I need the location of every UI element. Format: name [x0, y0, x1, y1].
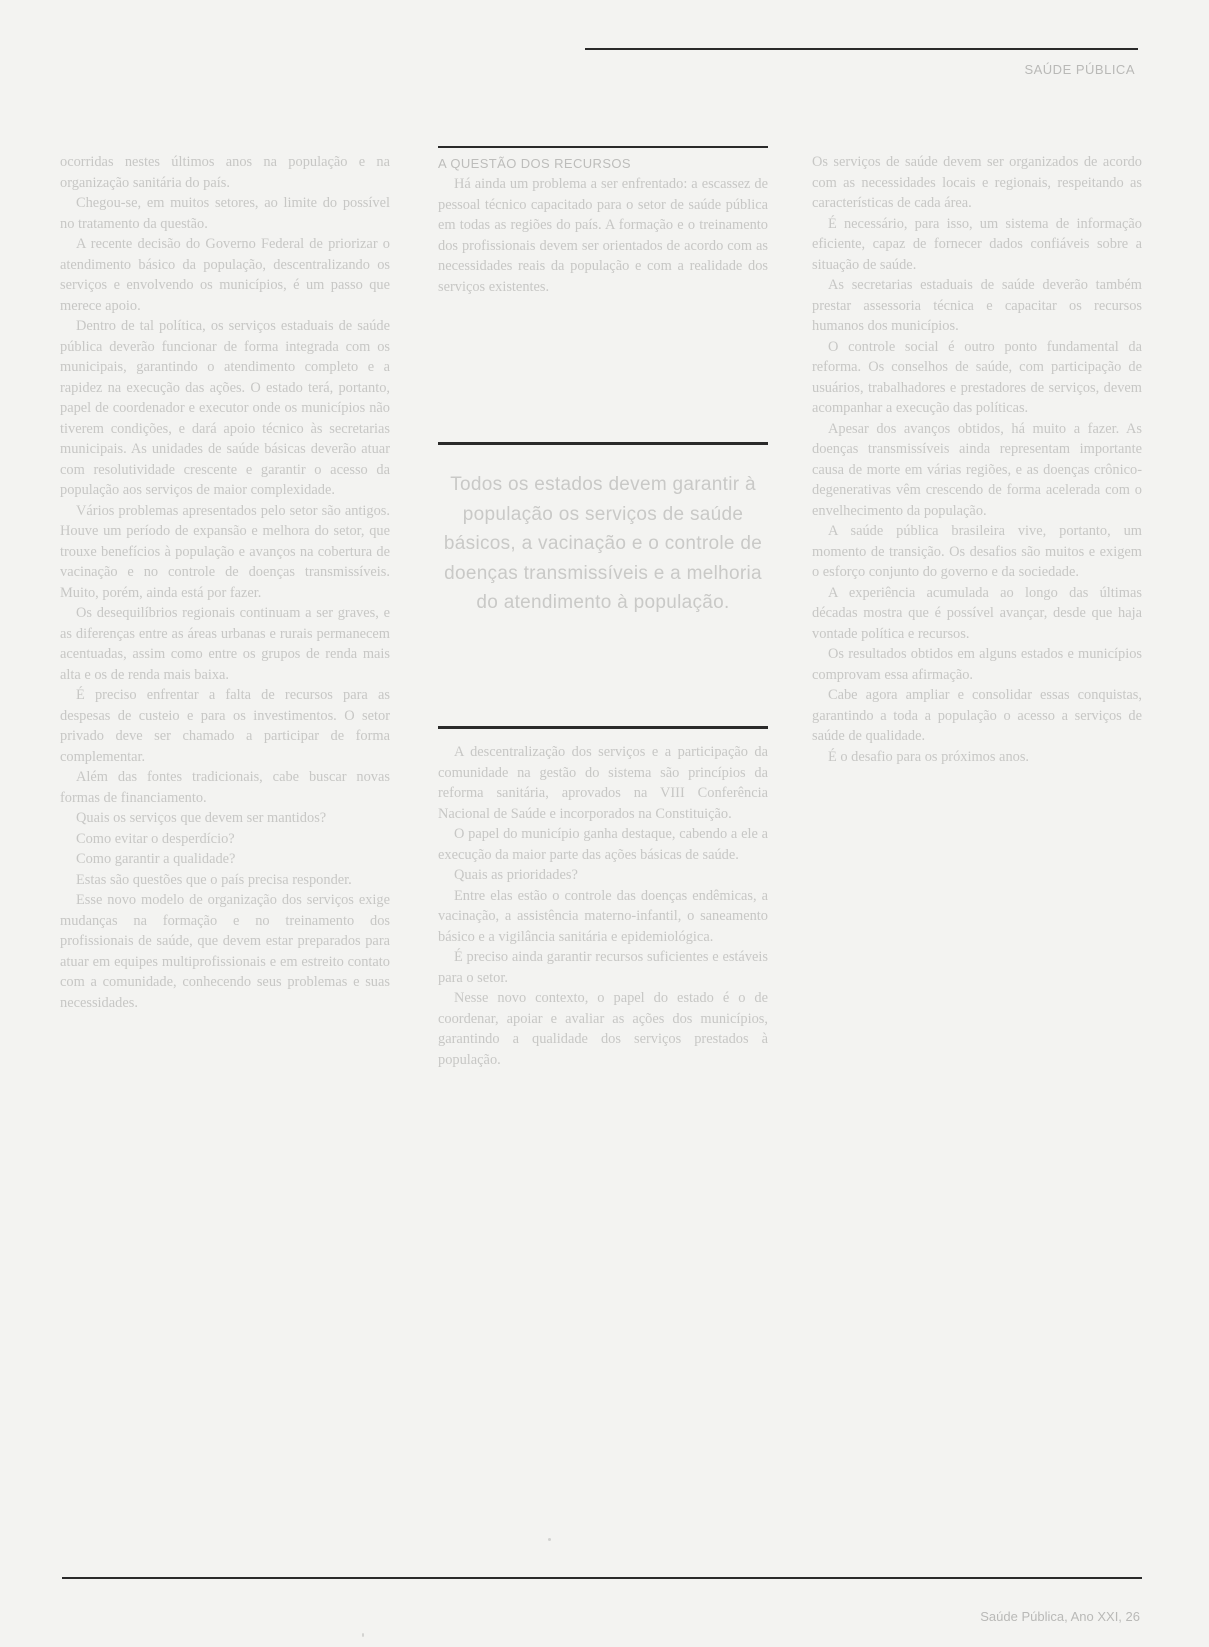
paragraph: É preciso enfrentar a falta de recursos para as despesas de custeio e para os investimentos. O setor privado deve ser chamado a participar de forma complementar. — [60, 687, 390, 765]
paragraph: Vários problemas apresentados pelo setor são antigos. Houve um período de expansão e melhora do setor, que trouxe benefícios à população e avanços na cobertura de vacinação e no controle de doenças transmissíveis. Muito, porém, ainda está por fazer. — [60, 502, 390, 601]
pull-quote: Todos os estados devem garantir à população os serviços de saúde básicos, a vacinação e o controle de doenças transmissíveis e a melhoria do atendimento à população. — [443, 474, 763, 613]
paragraph: Os resultados obtidos em alguns estados e municípios comprovam essa afirmação. — [812, 646, 1142, 683]
paragraph: Além das fontes tradicionais, cabe buscar novas formas de financiamento. — [60, 769, 390, 806]
paragraph: O papel do município ganha destaque, cabendo a ele a execução da maior parte das ações básicas de saúde. — [438, 826, 768, 863]
paragraph: Dentro de tal política, os serviços estaduais de saúde pública deverão funcionar de forma integrada com os municipais, garantindo o atendimento completo e a rapidez na execução das ações. O estado terá, portanto, papel de coordenador e executor onde os municípios não tiverem condições, e dará apoio técnico às secretarias municipais. As unidades de saúde básicas deverão atuar com resolutividade crescente e garantir o acesso da população aos serviços de maior complexidade. — [60, 318, 390, 498]
scan-speck — [548, 1538, 551, 1541]
paragraph: Estas são questões que o país precisa responder. — [76, 871, 352, 888]
paragraph: Como garantir a qualidade? — [76, 851, 236, 867]
paragraph: Cabe agora ampliar e consolidar essas conquistas, garantindo a toda a população o acesso a serviços de saúde de qualidade. — [812, 687, 1142, 744]
running-head: SAÚDE PÚBLICA — [1024, 62, 1135, 77]
paragraph: Apesar dos avanços obtidos, há muito a fazer. As doenças transmissíveis ainda representam importante causa de morte em várias regiões, e as doenças crônico-degenerativas vêm crescendo de forma acelerada com o envelhecimento da população. — [812, 420, 1142, 519]
paragraph: As secretarias estaduais de saúde deverão também prestar assessoria técnica e capacitar os recursos humanos dos municípios. — [812, 277, 1142, 334]
paragraph: A recente decisão do Governo Federal de priorizar o atendimento básico da população, descentralizando os serviços e envolvendo os municípios, é um passo que merece apoio. — [60, 236, 390, 314]
paragraph: Nesse novo contexto, o papel do estado é o de coordenar, apoiar e avaliar as ações dos municípios, garantindo a qualidade dos serviços prestados à população. — [438, 990, 768, 1068]
paragraph: Esse novo modelo de organização dos serviços exige mudanças na formação e no treinamento dos profissionais de saúde, que devem estar preparados para atuar em equipes multiprofissionais e em estreito contato com a comunidade, conhecendo seus problemas e suas necessidades. — [60, 892, 390, 1011]
middle-column-bottom — [438, 742, 768, 1517]
folio: Saúde Pública, Ano XXI, 26 — [980, 1609, 1140, 1624]
paragraph: Os desequilíbrios regionais continuam a ser graves, e as diferenças entre as áreas urbanas e rurais permanecem acentuadas, assim como entre os grupos de renda mais alta e os de renda mais baixa. — [60, 605, 390, 683]
paragraph: A descentralização dos serviços e a participação da comunidade na gestão do sistema são princípios da reforma sanitária, aprovados na VIII Conferência Nacional de Saúde e incorporados na Constituição. — [438, 744, 768, 822]
middle-column-top — [438, 156, 768, 411]
paragraph: É necessário, para isso, um sistema de informação eficiente, capaz de fornecer dados confiáveis sobre a situação de saúde. — [812, 215, 1142, 273]
paragraph: A saúde pública brasileira vive, portanto, um momento de transição. Os desafios são muitos e exigem o esforço conjunto do governo e da sociedade. — [812, 523, 1142, 580]
section-title: A QUESTÃO DOS RECURSOS — [438, 156, 632, 171]
paragraph: Entre elas estão o controle das doenças endêmicas, a vacinação, a assistência materno-infantil, o saneamento básico e a vigilância sanitária e epidemiológica. — [438, 887, 768, 945]
paragraph: É o desafio para os próximos anos. — [828, 748, 1030, 765]
left-column — [60, 152, 390, 1517]
paragraph: O controle social é outro ponto fundamental da reforma. Os conselhos de saúde, com participação de usuários, trabalhadores e prestadores de serviços, devem acompanhar a execução das políticas. — [812, 338, 1142, 416]
paragraph: Quais os serviços que devem ser mantidos? — [76, 810, 327, 826]
pull-quote-bottom-rule — [438, 726, 768, 729]
paragraph: Chegou-se, em muitos setores, ao limite do possível no tratamento da questão. — [60, 195, 390, 232]
paragraph: Os serviços de saúde devem ser organizados de acordo com as necessidades locais e regionais, respeitando as características de cada área. — [812, 154, 1142, 211]
paragraph: É preciso ainda garantir recursos suficientes e estáveis para o setor. — [438, 949, 768, 986]
paragraph: Quais as prioridades? — [454, 867, 578, 883]
scan-speck — [362, 1633, 364, 1637]
paragraph: Há ainda um problema a ser enfrentado: a escassez de pessoal técnico capacitado para o setor de saúde pública em todas as regiões do país. A formação e o treinamento dos profissionais devem ser orientados de acordo com as necessidades reais da população e com a realidade dos serviços existentes. — [438, 176, 768, 295]
paragraph: Como evitar o desperdício? — [76, 830, 235, 847]
middle-top-rule — [438, 146, 768, 148]
right-column — [812, 152, 1142, 1517]
paragraph: ocorridas nestes últimos anos na população e na organização sanitária do país. — [60, 154, 390, 191]
footer-rule — [62, 1577, 1142, 1579]
pull-quote-top-rule — [438, 442, 768, 445]
header-rule — [585, 48, 1138, 50]
paragraph: A experiência acumulada ao longo das últimas décadas mostra que é possível avançar, desde que haja vontade política e recursos. — [812, 584, 1142, 642]
